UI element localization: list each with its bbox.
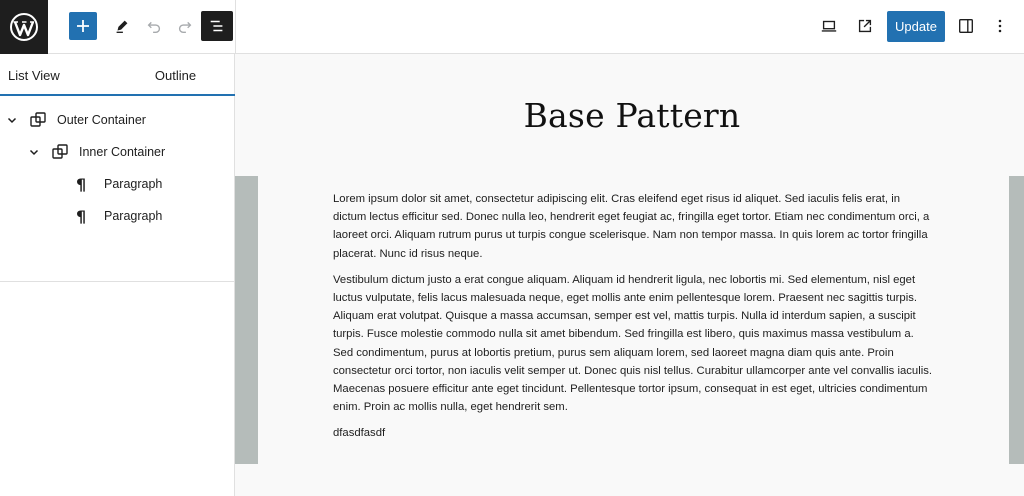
external-link-icon (856, 17, 874, 35)
redo-icon (176, 17, 194, 35)
options-menu-button[interactable] (986, 12, 1014, 40)
tree-item-paragraph[interactable] (76, 168, 162, 200)
group-block-icon (51, 143, 69, 161)
settings-button[interactable] (952, 12, 980, 40)
chevron-down-icon[interactable] (28, 146, 40, 158)
view-post-button[interactable] (851, 12, 879, 40)
tab-list-view[interactable]: List View (8, 67, 60, 83)
add-block-button[interactable] (69, 12, 97, 40)
sidebar-tabs (0, 54, 234, 96)
plus-icon (75, 18, 91, 34)
list-view-sidebar (0, 54, 235, 496)
outer-container-edge (1009, 176, 1024, 464)
pilcrow-icon: ¶ (76, 206, 87, 226)
tree-item-inner-container[interactable] (28, 136, 165, 168)
tab-outline[interactable]: Outline (154, 67, 197, 83)
pilcrow-icon: ¶ (76, 174, 87, 194)
page-title[interactable]: Base Pattern (523, 96, 741, 135)
list-view-icon (208, 17, 226, 35)
outer-container-block[interactable] (235, 176, 1024, 464)
update-button[interactable]: Update (887, 11, 945, 42)
tree-item-outer-container[interactable] (6, 104, 146, 136)
editor-header (0, 0, 1024, 54)
header-divider (235, 0, 236, 54)
chevron-down-icon[interactable] (6, 114, 18, 126)
vertical-ellipsis-icon (991, 17, 1009, 35)
tree-item-label: Paragraph (104, 177, 163, 191)
sidebar-panel-icon (957, 17, 975, 35)
undo-button[interactable] (140, 12, 168, 40)
redo-button[interactable] (171, 12, 199, 40)
tools-button[interactable] (108, 12, 136, 40)
inner-container-block[interactable] (258, 176, 1009, 464)
laptop-icon (820, 17, 838, 35)
tree-item-label: Outer Container (57, 113, 146, 127)
pen-icon (113, 17, 131, 35)
wordpress-logo-glyph (9, 12, 39, 42)
tree-item-label: Inner Container (79, 145, 166, 159)
undo-icon (145, 17, 163, 35)
preview-button[interactable] (815, 12, 843, 40)
block-tree (0, 96, 234, 282)
paragraph-block[interactable]: Vestibulum dictum justo a erat congue aliquam. Aliquam id hendrerit ligula, nec lobortis mi. Sed elementum, nisl eget luctus vulputate, felis lacus malesuada neque, eget mollis ante enim pellentesque lorem. Praesent nec sagittis turpis. Aliquam erat volutpat. Quisque a massa accumsan, semper est vel, mattis turpis. Nulla id interdum sapien, a suscipit turpis. Fusce molestie commodo nulla sit amet bibendum. Sed fringilla est libero, quis maximus massa vestibulum a. Sed condimentum, purus at lobortis pretium, purus sem aliquam lorem, sed laoreet magna diam quis ante. Proin consectetur orci tortor, non iaculis velit semper ut. Donec quis nisl tellus. Curabitur ullamcorper ante vel convallis iaculis. Maecenas posuere efficitur ante eget tincidunt. Pellentesque tortor ipsum, consequat in est eget, ultricies condimentum enim. Proin ac mollis nulla, eget hendrerit sem. (333, 273, 932, 414)
tree-item-label: Paragraph (104, 209, 163, 223)
paragraph-block[interactable]: Lorem ipsum dolor sit amet, consectetur adipiscing elit. Cras eleifend eget risus id aliquet. Sed iaculis felis erat, in dictum lectus efficitur sed. Donec nulla leo, hendrerit eget feugiat ac, fringilla eget tortor. Etiam nec condimentum orci, a laoreet orci. Aliquam rutrum purus ut turpis congue scelerisque. Nam non tempor massa. In quis lorem ac tortor fringilla placerat. Nunc id risus neque. (333, 193, 930, 260)
paragraph-block[interactable]: dfasdfasdf (333, 427, 386, 440)
editor-canvas (235, 54, 1024, 496)
group-block-icon (29, 111, 47, 129)
wordpress-logo-icon[interactable] (0, 0, 48, 54)
tree-item-paragraph[interactable] (76, 200, 162, 232)
list-view-button[interactable] (201, 11, 233, 41)
